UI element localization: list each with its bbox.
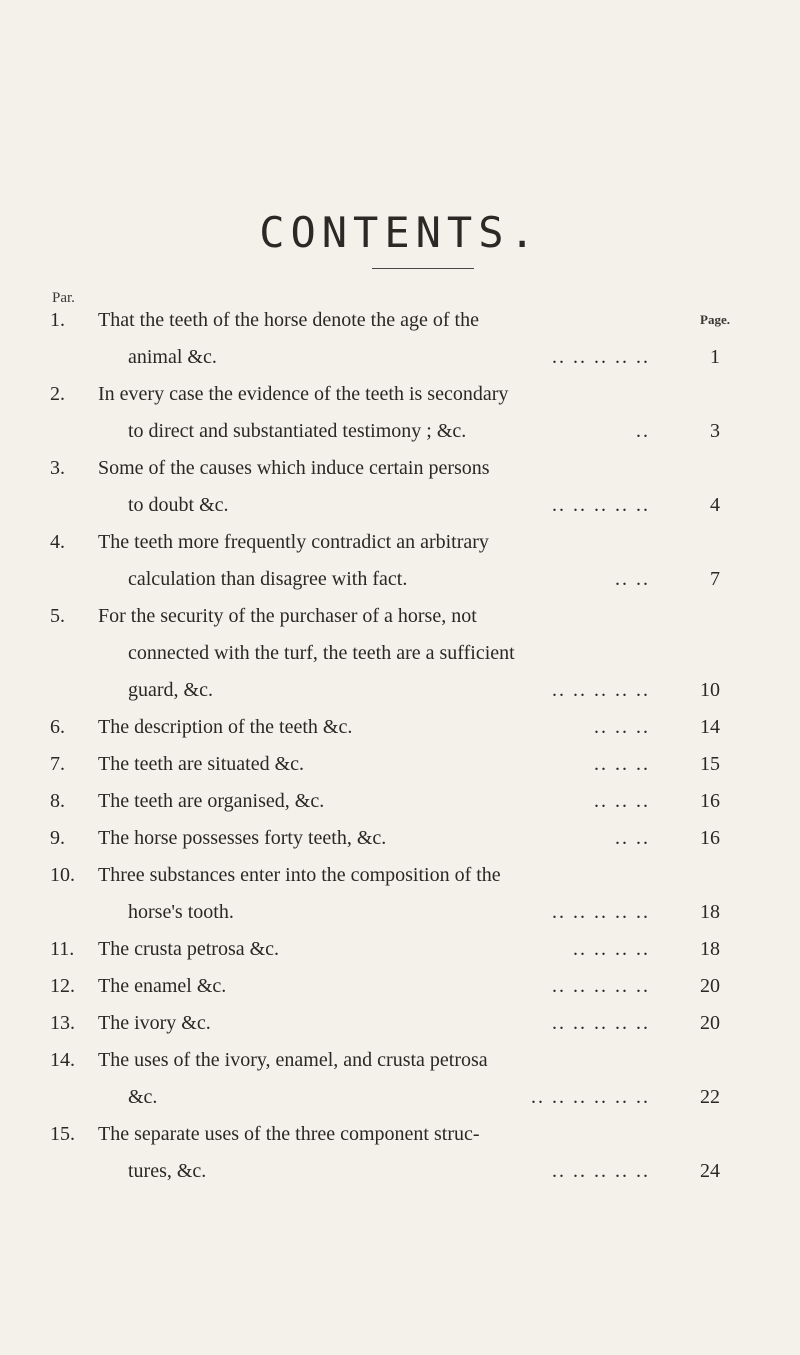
entry-page-number: 20 bbox=[700, 1012, 720, 1034]
entry-text-continued: calculation than disagree with fact. bbox=[128, 568, 408, 590]
entry-page-number: 4 bbox=[710, 494, 720, 516]
entry-text: The enamel &c. bbox=[98, 975, 227, 997]
entry-par-number: 2. bbox=[50, 383, 65, 405]
leader-dots: .. .. .. bbox=[594, 753, 650, 775]
entry-par-number: 5. bbox=[50, 605, 65, 627]
entry-page-number: 7 bbox=[710, 568, 720, 590]
entry-par-number: 11. bbox=[50, 938, 75, 960]
entry-text: The separate uses of the three component struc- bbox=[98, 1123, 480, 1145]
entry-page-number: 16 bbox=[700, 790, 720, 812]
entry-text-continued: horse's tooth. bbox=[128, 901, 234, 923]
leader-dots: .. .. bbox=[615, 827, 650, 849]
entry-text: The description of the teeth &c. bbox=[98, 716, 353, 738]
entry-text: The teeth more frequently contradict an arbitrary bbox=[98, 531, 489, 553]
entry-par-number: 9. bbox=[50, 827, 65, 849]
entry-page-number: 18 bbox=[700, 901, 720, 923]
leader-dots: .. .. .. .. .. bbox=[552, 679, 650, 701]
entry-par-number: 15. bbox=[50, 1123, 75, 1145]
entry-text-continued: to doubt &c. bbox=[128, 494, 229, 516]
entry-page-number: 18 bbox=[700, 938, 720, 960]
entry-text-continued: guard, &c. bbox=[128, 679, 213, 701]
leader-dots: .. bbox=[636, 420, 650, 442]
entry-par-number: 6. bbox=[50, 716, 65, 738]
leader-dots: .. .. .. .. .. bbox=[552, 494, 650, 516]
leader-dots: .. .. .. .. bbox=[573, 938, 650, 960]
entry-par-number: 12. bbox=[50, 975, 75, 997]
entry-text: That the teeth of the horse denote the age of the bbox=[98, 309, 479, 331]
entry-text: Three substances enter into the composition of the bbox=[98, 864, 501, 886]
entry-par-number: 3. bbox=[50, 457, 65, 479]
leader-dots: .. .. .. .. .. bbox=[552, 975, 650, 997]
entry-text-continued: animal &c. bbox=[128, 346, 217, 368]
leader-dots: .. .. .. bbox=[594, 790, 650, 812]
page-title: CONTENTS. bbox=[259, 208, 541, 257]
entry-text-continued: connected with the turf, the teeth are a sufficient bbox=[128, 642, 515, 664]
entry-text: The teeth are situated &c. bbox=[98, 753, 305, 775]
entry-page-number: 1 bbox=[710, 346, 720, 368]
entry-text: In every case the evidence of the teeth is secondary bbox=[98, 383, 509, 405]
entry-text: Some of the causes which induce certain persons bbox=[98, 457, 490, 479]
entry-text: The ivory &c. bbox=[98, 1012, 211, 1034]
entry-par-number: 8. bbox=[50, 790, 65, 812]
entry-text-continued: &c. bbox=[128, 1086, 158, 1108]
entry-text-continued: tures, &c. bbox=[128, 1160, 207, 1182]
entry-page-number: 22 bbox=[700, 1086, 720, 1108]
entry-page-number: 10 bbox=[700, 679, 720, 701]
entry-text: The teeth are organised, &c. bbox=[98, 790, 325, 812]
leader-dots: .. .. .. .. .. bbox=[552, 1160, 650, 1182]
leader-dots: .. .. .. .. .. bbox=[552, 901, 650, 923]
entry-par-number: 14. bbox=[50, 1049, 75, 1071]
page-column-header: Page. bbox=[700, 312, 730, 327]
entry-page-number: 14 bbox=[700, 716, 720, 738]
entry-page-number: 16 bbox=[700, 827, 720, 849]
entry-par-number: 13. bbox=[50, 1012, 75, 1034]
entry-par-number: 4. bbox=[50, 531, 65, 553]
entry-par-number: 7. bbox=[50, 753, 65, 775]
leader-dots: .. .. .. .. .. bbox=[552, 1012, 650, 1034]
entry-text: The uses of the ivory, enamel, and crusta petrosa bbox=[98, 1049, 488, 1071]
entry-par-number: 10. bbox=[50, 864, 75, 886]
entry-text: The horse possesses forty teeth, &c. bbox=[98, 827, 387, 849]
entry-text: For the security of the purchaser of a horse, not bbox=[98, 605, 477, 627]
entry-text-continued: to direct and substantiated testimony ; &c. bbox=[128, 420, 467, 442]
entry-text: The crusta petrosa &c. bbox=[98, 938, 280, 960]
entry-page-number: 20 bbox=[700, 975, 720, 997]
entry-page-number: 3 bbox=[710, 420, 720, 442]
entry-par-number: 1. bbox=[50, 309, 65, 331]
entry-page-number: 24 bbox=[700, 1160, 720, 1182]
par-column-header: Par. bbox=[52, 290, 75, 306]
leader-dots: .. .. .. .. .. bbox=[552, 346, 650, 368]
leader-dots: .. .. bbox=[615, 568, 650, 590]
leader-dots: .. .. .. .. .. .. bbox=[531, 1086, 650, 1108]
entry-page-number: 15 bbox=[700, 753, 720, 775]
leader-dots: .. .. .. bbox=[594, 716, 650, 738]
